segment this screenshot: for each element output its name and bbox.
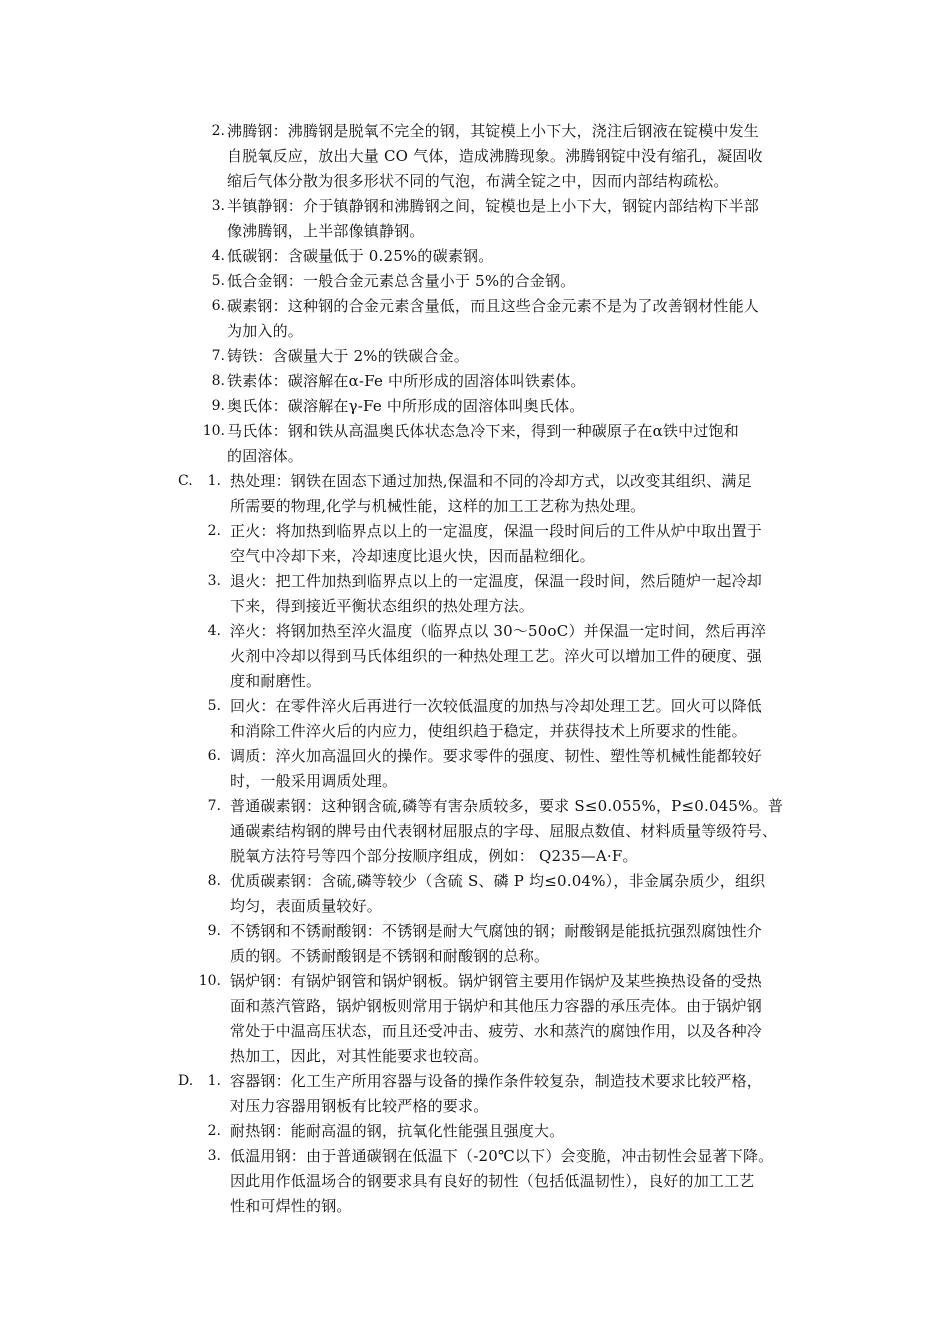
text-line: 奥氏体：碳溶解在γ-Fe 中所形成的固溶体叫奥氏体。 xyxy=(227,397,585,415)
list-item xyxy=(0,244,950,269)
item-text xyxy=(230,569,762,619)
list-item xyxy=(0,119,950,194)
text-line: 低碳钢：含碳量低于 0.25%的碳素钢。 xyxy=(227,247,494,265)
text-line: 为加入的。 xyxy=(227,322,304,340)
text-line: 马氏体：钢和铁从高温奥氏体状态急冷下来，得到一种碳原子在α铁中过饱和 xyxy=(227,422,739,440)
text-line: 退火：把工件加热到临界点以上的一定温度，保温一段时间，然后随炉一起冷却 xyxy=(230,572,763,590)
item-number: 1. xyxy=(207,473,221,489)
text-line: 自脱氧反应，放出大量 CO 气体，造成沸腾现象。沸腾钢锭中没有缩孔，凝固收 xyxy=(227,147,763,165)
item-text xyxy=(227,294,759,344)
item-number: 7. xyxy=(211,348,225,364)
text-line: 沸腾钢：沸腾钢是脱氧不完全的钢，其锭模上小下大，浇注后钢液在锭模中发生 xyxy=(227,122,760,140)
item-text xyxy=(230,869,765,919)
text-line: 下来，得到接近平衡状态组织的热处理方法。 xyxy=(230,597,535,615)
text-line: 像沸腾钢，上半部像镇静钢。 xyxy=(227,222,425,240)
list-item xyxy=(0,1144,950,1219)
list-item xyxy=(0,419,950,469)
text-line: 正火：将加热到临界点以上的一定温度，保温一段时间后的工件从炉中取出置于 xyxy=(230,522,763,540)
text-line: 铁素体：碳溶解在α-Fe 中所形成的固溶体叫铁素体。 xyxy=(227,372,586,390)
item-number: 9. xyxy=(207,923,221,939)
text-line: 和消除工件淬火后的内应力，使组织趋于稳定，并获得技术上所要求的性能。 xyxy=(230,722,747,740)
text-line: 质的钢。不锈耐酸钢是不锈钢和耐酸钢的总称。 xyxy=(230,947,550,965)
item-number: 4. xyxy=(207,623,221,639)
text-line: 半镇静钢：介于镇静钢和沸腾钢之间，锭模也是上小下大，钢锭内部结构下半部 xyxy=(227,197,760,215)
item-number: 10. xyxy=(198,973,221,989)
item-number: 3. xyxy=(207,1148,221,1164)
list-item xyxy=(0,1119,950,1144)
item-number: 7. xyxy=(207,798,221,814)
text-line: 低合金钢：一般合金元素总含量小于 5%的合金钢。 xyxy=(227,272,576,290)
item-number: 3. xyxy=(207,573,221,589)
text-line: 热处理：钢铁在固态下通过加热,保温和不同的冷却方式，以改变其组织、满足 xyxy=(230,472,752,490)
item-number: 2. xyxy=(207,1123,221,1139)
text-line: 铸铁：含碳量大于 2%的铁碳合金。 xyxy=(227,347,469,365)
list-item xyxy=(0,519,950,569)
list-item xyxy=(0,744,950,794)
item-number: 8. xyxy=(207,873,221,889)
item-number: 9. xyxy=(211,398,225,414)
item-number: 8. xyxy=(211,373,225,389)
text-line: 所需要的物理,化学与机械性能，这样的加工工艺称为热处理。 xyxy=(230,497,646,515)
item-number: 1. xyxy=(207,1073,221,1089)
section-marker: C. xyxy=(178,473,193,489)
item-number: 6. xyxy=(207,748,221,764)
list-item xyxy=(0,469,950,519)
text-line: 面和蒸汽管路，锅炉钢板则常用于锅炉和其他压力容器的承压壳体。由于锅炉钢 xyxy=(230,997,763,1015)
item-number: 10. xyxy=(202,423,225,439)
item-text xyxy=(227,269,575,294)
item-text xyxy=(230,1144,773,1219)
item-text xyxy=(227,394,584,419)
item-number: 6. xyxy=(211,298,225,314)
list-item xyxy=(0,619,950,694)
list-item xyxy=(0,794,950,869)
item-text xyxy=(227,419,739,469)
item-number: 2. xyxy=(207,523,221,539)
item-text xyxy=(230,1119,564,1144)
item-number: 5. xyxy=(211,273,225,289)
item-text xyxy=(230,694,762,744)
text-line: 碳素钢：这种钢的合金元素含量低，而且这些合金元素不是为了改善钢材性能人 xyxy=(227,297,760,315)
text-line: 常处于中温高压状态，而且还受冲击、疲劳、水和蒸汽的腐蚀作用，以及各种冷 xyxy=(230,1022,763,1040)
text-line: 优质碳素钢：含硫,磷等较少（含硫 S、磷 P 均≤0.04%），非金属杂质少，组织 xyxy=(230,872,766,890)
item-text xyxy=(230,469,752,519)
item-text xyxy=(230,619,766,694)
text-line: 容器钢：化工生产所用容器与设备的操作条件较复杂，制造技术要求比较严格， xyxy=(230,1072,763,1090)
text-line: 热加工，因此，对其性能要求也较高。 xyxy=(230,1047,489,1065)
list-item xyxy=(0,869,950,919)
list-item xyxy=(0,344,950,369)
item-text xyxy=(227,194,759,244)
list-item xyxy=(0,969,950,1069)
text-line: 耐热钢：能耐高温的钢，抗氧化性能强且强度大。 xyxy=(230,1122,565,1140)
text-line: 淬火：将钢加热至淬火温度（临界点以 30～50oC）并保温一定时间，然后再淬 xyxy=(230,622,767,640)
text-line: 时，一般采用调质处理。 xyxy=(230,772,398,790)
text-line: 锅炉钢：有锅炉钢管和锅炉钢板。锅炉钢管主要用作锅炉及某些换热设备的受热 xyxy=(230,972,763,990)
text-line: 回火：在零件淬火后再进行一次较低温度的加热与冷却处理工艺。回火可以降低 xyxy=(230,697,763,715)
list-item xyxy=(0,269,950,294)
text-line: 度和耐磨性。 xyxy=(230,672,322,690)
list-item xyxy=(0,294,950,344)
text-line: 缩后气体分散为很多形状不同的气泡，布满全锭之中，因而内部结构疏松。 xyxy=(227,172,729,190)
text-line: 的固溶体。 xyxy=(227,447,304,465)
list-item xyxy=(0,369,950,394)
item-text xyxy=(230,1069,762,1119)
text-line: 因此用作低温场合的钢要求具有良好的韧性（包括低温韧性），良好的加工工艺 xyxy=(230,1172,755,1190)
text-line: 空气中冷却下来，冷却速度比退火快，因而晶粒细化。 xyxy=(230,547,595,565)
text-line: 通碳素结构钢的牌号由代表钢材屈服点的字母、屈服点数值、材料质量等级符号、 xyxy=(230,822,778,840)
list-item xyxy=(0,1069,950,1119)
item-text xyxy=(227,344,469,369)
item-number: 4. xyxy=(211,248,225,264)
text-line: 火剂中冷却以得到马氏体组织的一种热处理工艺。淬火可以增加工件的硬度、强 xyxy=(230,647,763,665)
list-item xyxy=(0,694,950,744)
item-text xyxy=(227,244,493,269)
text-line: 性和可焊性的钢。 xyxy=(230,1197,352,1215)
item-text xyxy=(230,519,762,569)
text-line: 调质：淬火加高温回火的操作。要求零件的强度、韧性、塑性等机械性能都较好 xyxy=(230,747,763,765)
text-line: 普通碳素钢：这种钢含硫,磷等有害杂质较多，要求 S≤0.055%，P≤0.045%。普 xyxy=(230,797,784,815)
text-line: 低温用钢：由于普通碳钢在低温下（-20℃以下）会变脆，冲击韧性会显著下降。 xyxy=(230,1147,774,1165)
list-item xyxy=(0,194,950,244)
item-text xyxy=(227,369,586,394)
item-number: 5. xyxy=(207,698,221,714)
item-text xyxy=(227,119,763,194)
item-number: 3. xyxy=(211,198,225,214)
item-text xyxy=(230,794,783,869)
text-line: 均匀，表面质量较好。 xyxy=(230,897,383,915)
item-number: 2. xyxy=(211,123,225,139)
list-item xyxy=(0,394,950,419)
list-item xyxy=(0,569,950,619)
text-line: 不锈钢和不锈耐酸钢：不锈钢是耐大气腐蚀的钢；耐酸钢是能抵抗强烈腐蚀性介 xyxy=(230,922,763,940)
text-line: 对压力容器用钢板有比较严格的要求。 xyxy=(230,1097,489,1115)
item-text xyxy=(230,744,762,794)
item-text xyxy=(230,919,762,969)
text-line: 脱氧方法符号等四个部分按顺序组成，例如： Q235—A·F。 xyxy=(230,847,638,865)
list-item xyxy=(0,919,950,969)
item-text xyxy=(230,969,762,1069)
section-marker: D. xyxy=(178,1073,194,1089)
